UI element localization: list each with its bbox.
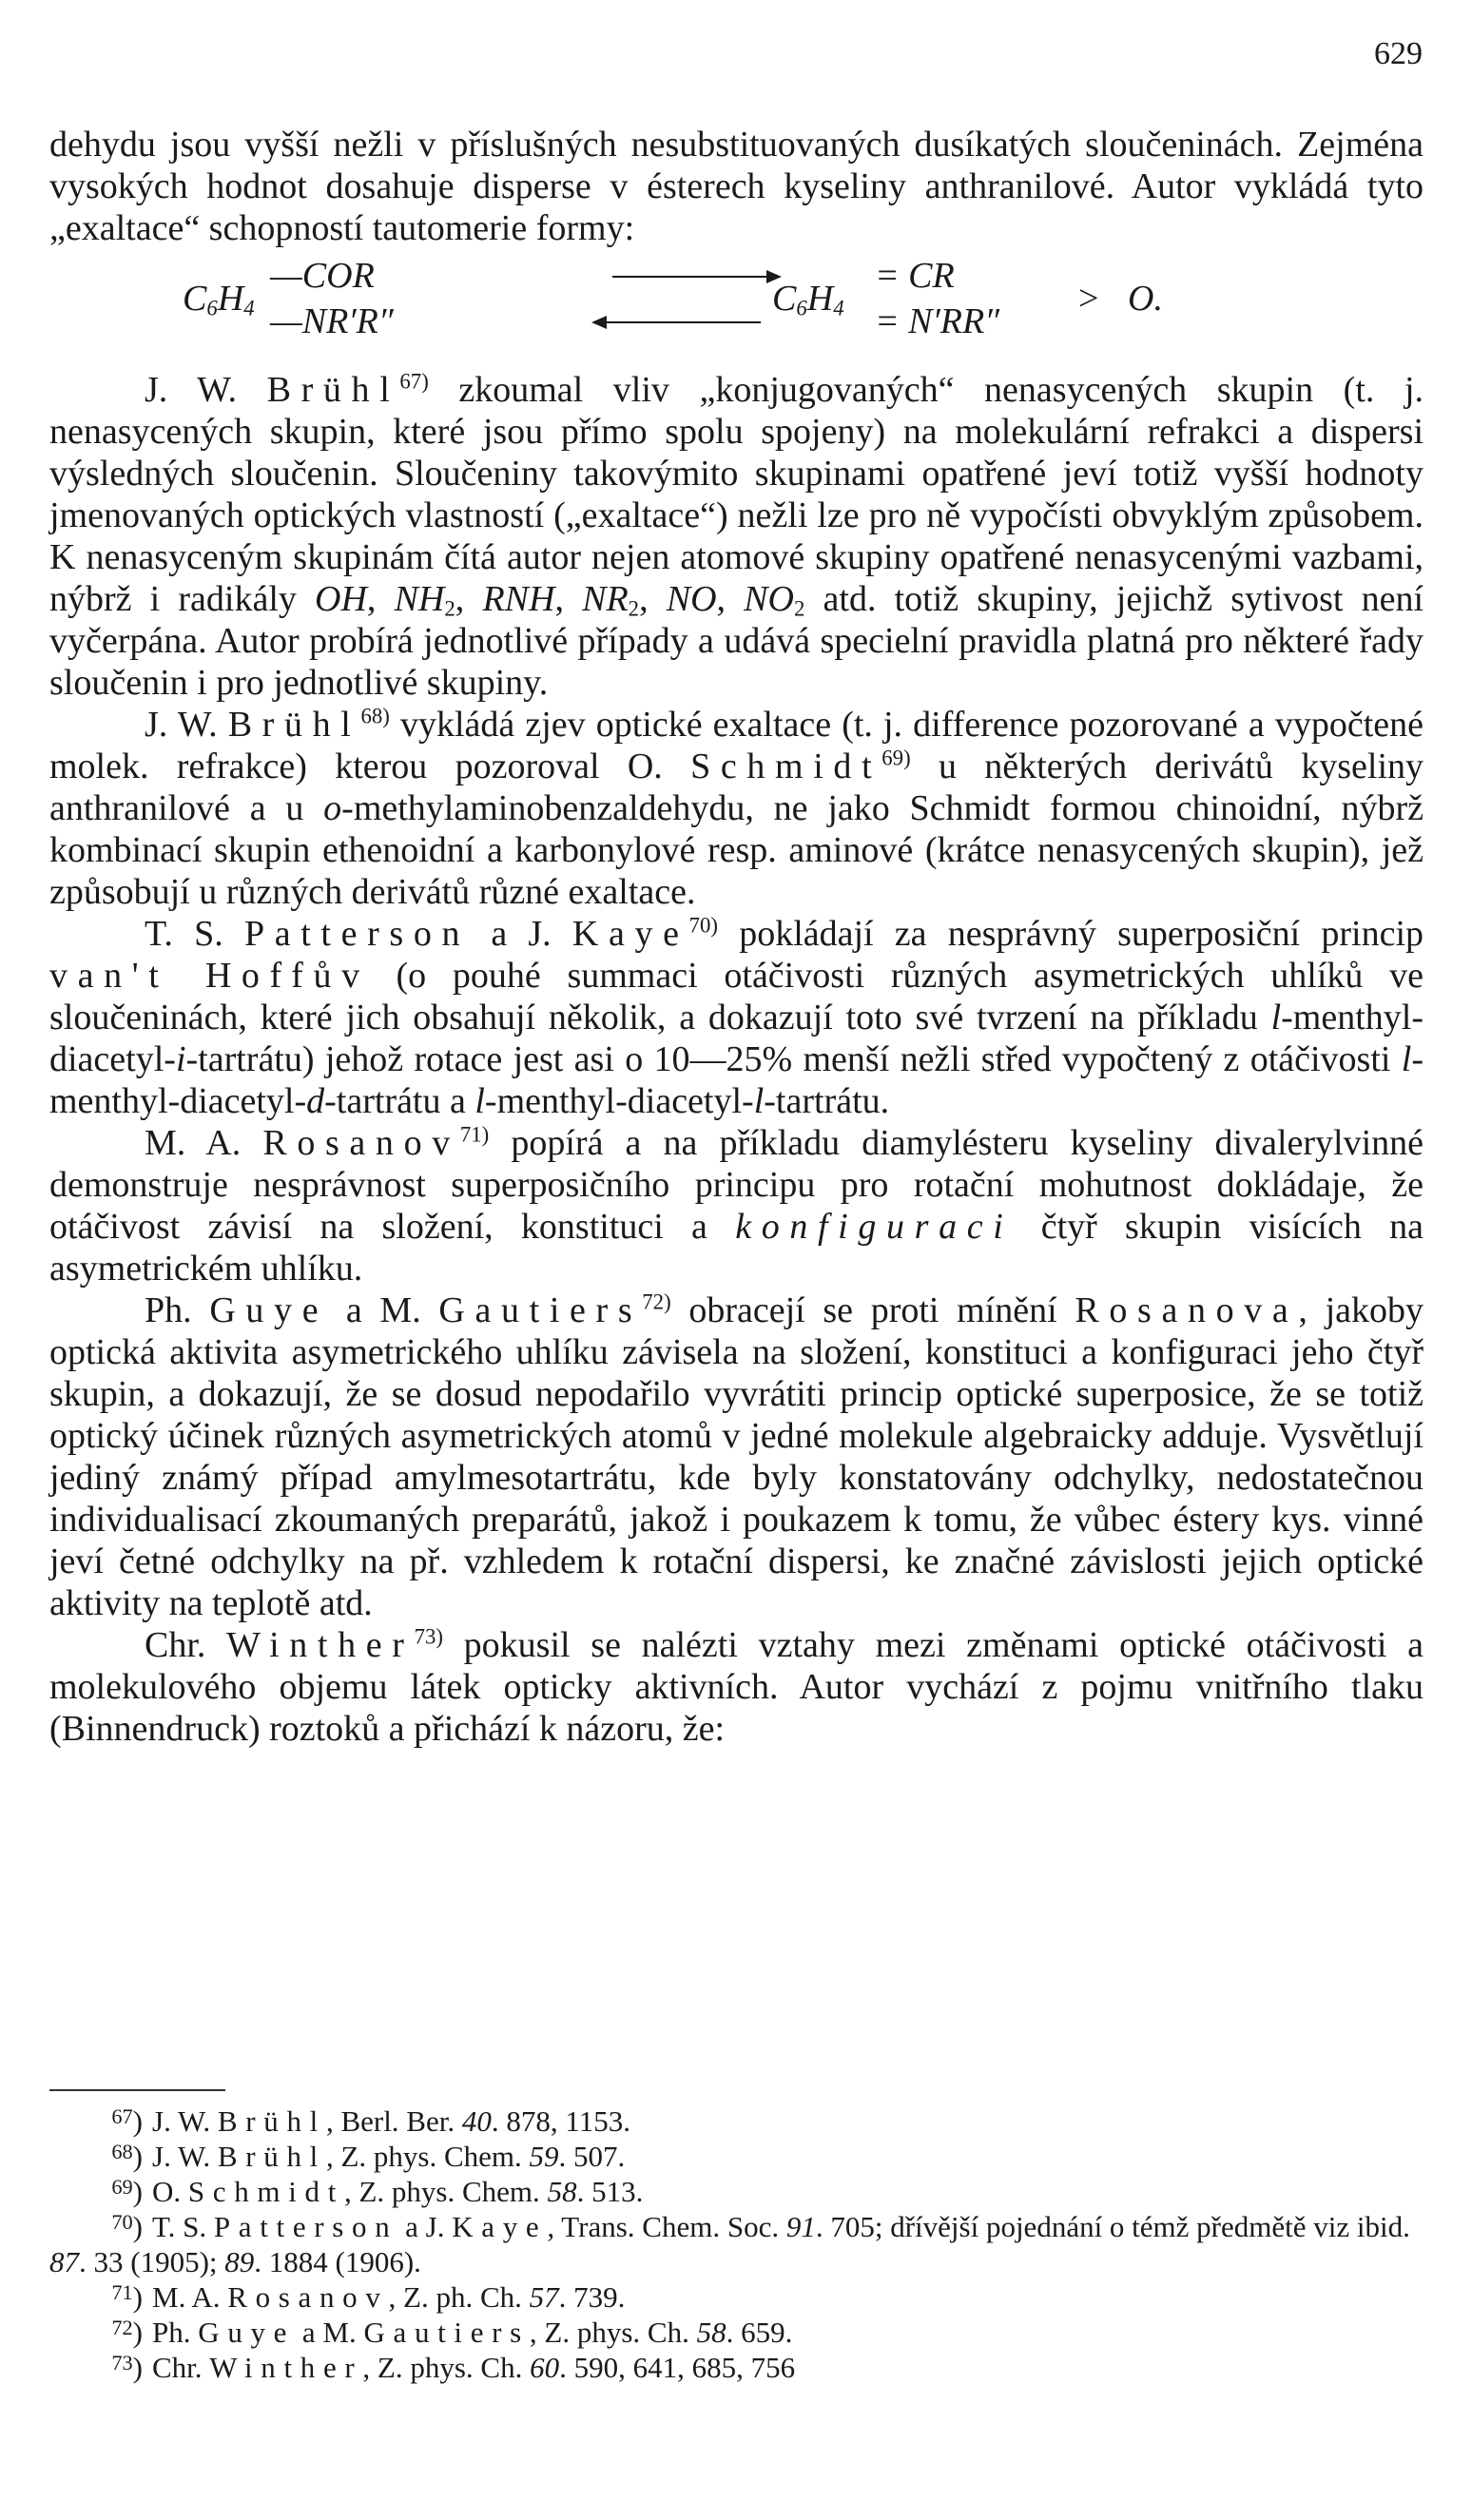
author-name: Gautiers [438, 1290, 643, 1330]
paragraph-rosanov: M. A. Rosanov$^{71)}$ popírá a na příkladu diamylésteru kyseliny divalerylvinné demonstruje nesprávnost superposičního principu pro rotační mohutnost dokládaje, že otáčivost závisí na složení, konstituci a konfiguraci čtyř skupin visících na asymetrickém uhlíku. [49, 1122, 1424, 1289]
formula-right-bottom: = N′RR″ [875, 301, 1000, 341]
paragraph-patterson-kaye: T. S. Patterson a J. Kaye$^{70)}$ pokládají za nesprávný superposiční princip van't Hoffův (o pouhé summaci otáčivosti různých asymetrických uhlíků ve sloučeninách, které jich obsahují několik, a dokazují toto své tvrzení na příkladu l-menthyl-diacetyl-i-tartrátu) jehož rotace jest asi o 10—25% menší nežli střed vypočtený z otáčivosti l-menthyl-diacetyl-d-tartrátu a l-menthyl-diacetyl-l-tartrátu. [49, 913, 1424, 1121]
author-name: Brühl [266, 370, 400, 410]
formula-bottom-group: —NR′R″ [270, 301, 394, 341]
footnote-71: $^{71}$) M. A. Rosanov, Z. ph. Ch. 57. 739. [111, 2280, 626, 2314]
author-name: Rosanova [1075, 1290, 1299, 1330]
paragraph-bruhl-68: J. W. Brühl$^{68)}$ vykládá zjev optické exaltace (t. j. difference pozorované a vypočtené molek. refrakce) kterou pozoroval O. Schmidt$^{69)}$ u některých derivátů kyseliny anthranilové a u o-methylaminobenzaldehydu, ne jako Schmidt formou chinoidní, nýbrž kombinací skupin ethenoidní a karbonylové resp. aminové (krátce nenasycených skupin), jež způsobují u různých derivátů různé exaltace. [49, 704, 1424, 912]
footnote-69: $^{69}$) O. Schmidt, Z. phys. Chem. 58. 513. [111, 2175, 644, 2208]
footnote-divider [49, 2089, 225, 2091]
arrow-right-icon [612, 276, 780, 278]
formula-left-ring: $C_6H_4$ [183, 279, 255, 320]
formula-bracket: > [1078, 279, 1099, 319]
author-name: Brühl [227, 705, 361, 745]
author-name: Guye [209, 1290, 329, 1330]
main-text [49, 124, 1424, 1750]
author-name: van't Hoffův [49, 956, 370, 996]
formula-top-group: —COR [270, 256, 375, 296]
formula-oxygen: O. [1128, 279, 1163, 319]
paragraph-bruhl-67: J. W. Brühl$^{67)}$ zkoumal vliv „konjugovaných“ nenasycených skupin (t. j. nenasycených skupin, které jsou přímo spolu spojeny) na molekulární refrakci a dispersi výsledných sloučenin. Sloučeniny takovýmito skupinami opatřené jeví totiž vyšší hodnoty jmenovaných optických vlastností („exaltace“) nežli lze pro ně vypočísti obvyklým způsobem. K nenasyceným skupinám čítá autor nejen atomové skupiny opatřené nenasycenými vazbami, nýbrž i radikály OH, $NH_2$, RNH, $NR_2$, NO, $NO_2$ atd. totiž skupiny, jejichž sytivost není vyčerpána. Autor probírá jednotlivé případy a udává specielní pravidla platná pro některé řady sloučenin i pro jednotlivé skupiny. [49, 369, 1424, 703]
footnote-70: $^{70}$) T. S. Patterson a J. Kaye, Trans. Chem. Soc. 91. 705; dřívější pojednání o témž předmětě viz ibid. 87. 33 (1905); 89. 1884 (1906). [49, 2210, 1410, 2278]
page-number: 629 [1374, 36, 1423, 71]
author-name: Kaye [571, 914, 689, 954]
formula-right-ring: $C_6H_4$ [772, 279, 844, 320]
formula-right-top: = CR [875, 256, 955, 296]
author-name: Schmidt [690, 746, 882, 786]
paragraph-text: dehydu jsou vyšší nežli v příslušných nesubstituovaných dusíkatých sloučeninách. Zejména vysokých hodnot dosahuje disperse v ésterech kyseliny anthranilové. Autor vykládá tyto „exaltace“ schopností tautomerie formy: [49, 125, 1424, 248]
footnotes [49, 2103, 1424, 2385]
footnote-67: $^{67}$) J. W. Brühl, Berl. Ber. 40. 878, 1153. [111, 2104, 630, 2138]
author-name: Winther [226, 1625, 415, 1665]
author-name: Rosanov [262, 1123, 460, 1163]
footnote-72: $^{72}$) Ph. Guye a M. Gautiers, Z. phys. Ch. 58. 659. [111, 2316, 793, 2349]
paragraph-intro [49, 124, 1424, 249]
footnote-68: $^{68}$) J. W. Brühl, Z. phys. Chem. 59. 507. [111, 2140, 626, 2173]
footnote-73: $^{73}$) Chr. Winther, Z. phys. Ch. 60. 590, 641, 685, 756 [111, 2351, 796, 2384]
paragraph-guye-gautiers: Ph. Guye a M. Gautiers$^{72)}$ obracejí se proti mínění Rosanova, jakoby optická aktivita asymetrického uhlíku závisela na složení, konstituci a konfiguraci jeho čtyř skupin, a dokazují, že se dosud nepodařilo vyvrátiti princip optické superposice, že se totiž optický účinek různých asymetrických atomů v jedné molekule algebraicky adduje. Vysvětlují jediný známý případ amylmesotartrátu, kde byly konstatovány odchylky, nedostatečnou individualisací zkoumaných preparátů, jakož i poukazem k tomu, že vůbec éstery kys. vinné jeví četné odchylky na př. vzhledem k rotační dispersi, ke značné závislosti jejich optické aktivity na teplotě atd. [49, 1289, 1424, 1623]
tautomerism-formula [49, 253, 1424, 367]
arrow-left-icon [593, 321, 761, 323]
paragraph-winther: Chr. Winther$^{73)}$ pokusil se nalézti vztahy mezi změnami optické otáčivosti a molekulového objemu látek opticky aktivních. Autor vychází z pojmu vnitřního tlaku (Binnendruck) roztoků a přichází k názoru, že: [49, 1624, 1424, 1749]
author-name: Patterson [243, 914, 471, 954]
